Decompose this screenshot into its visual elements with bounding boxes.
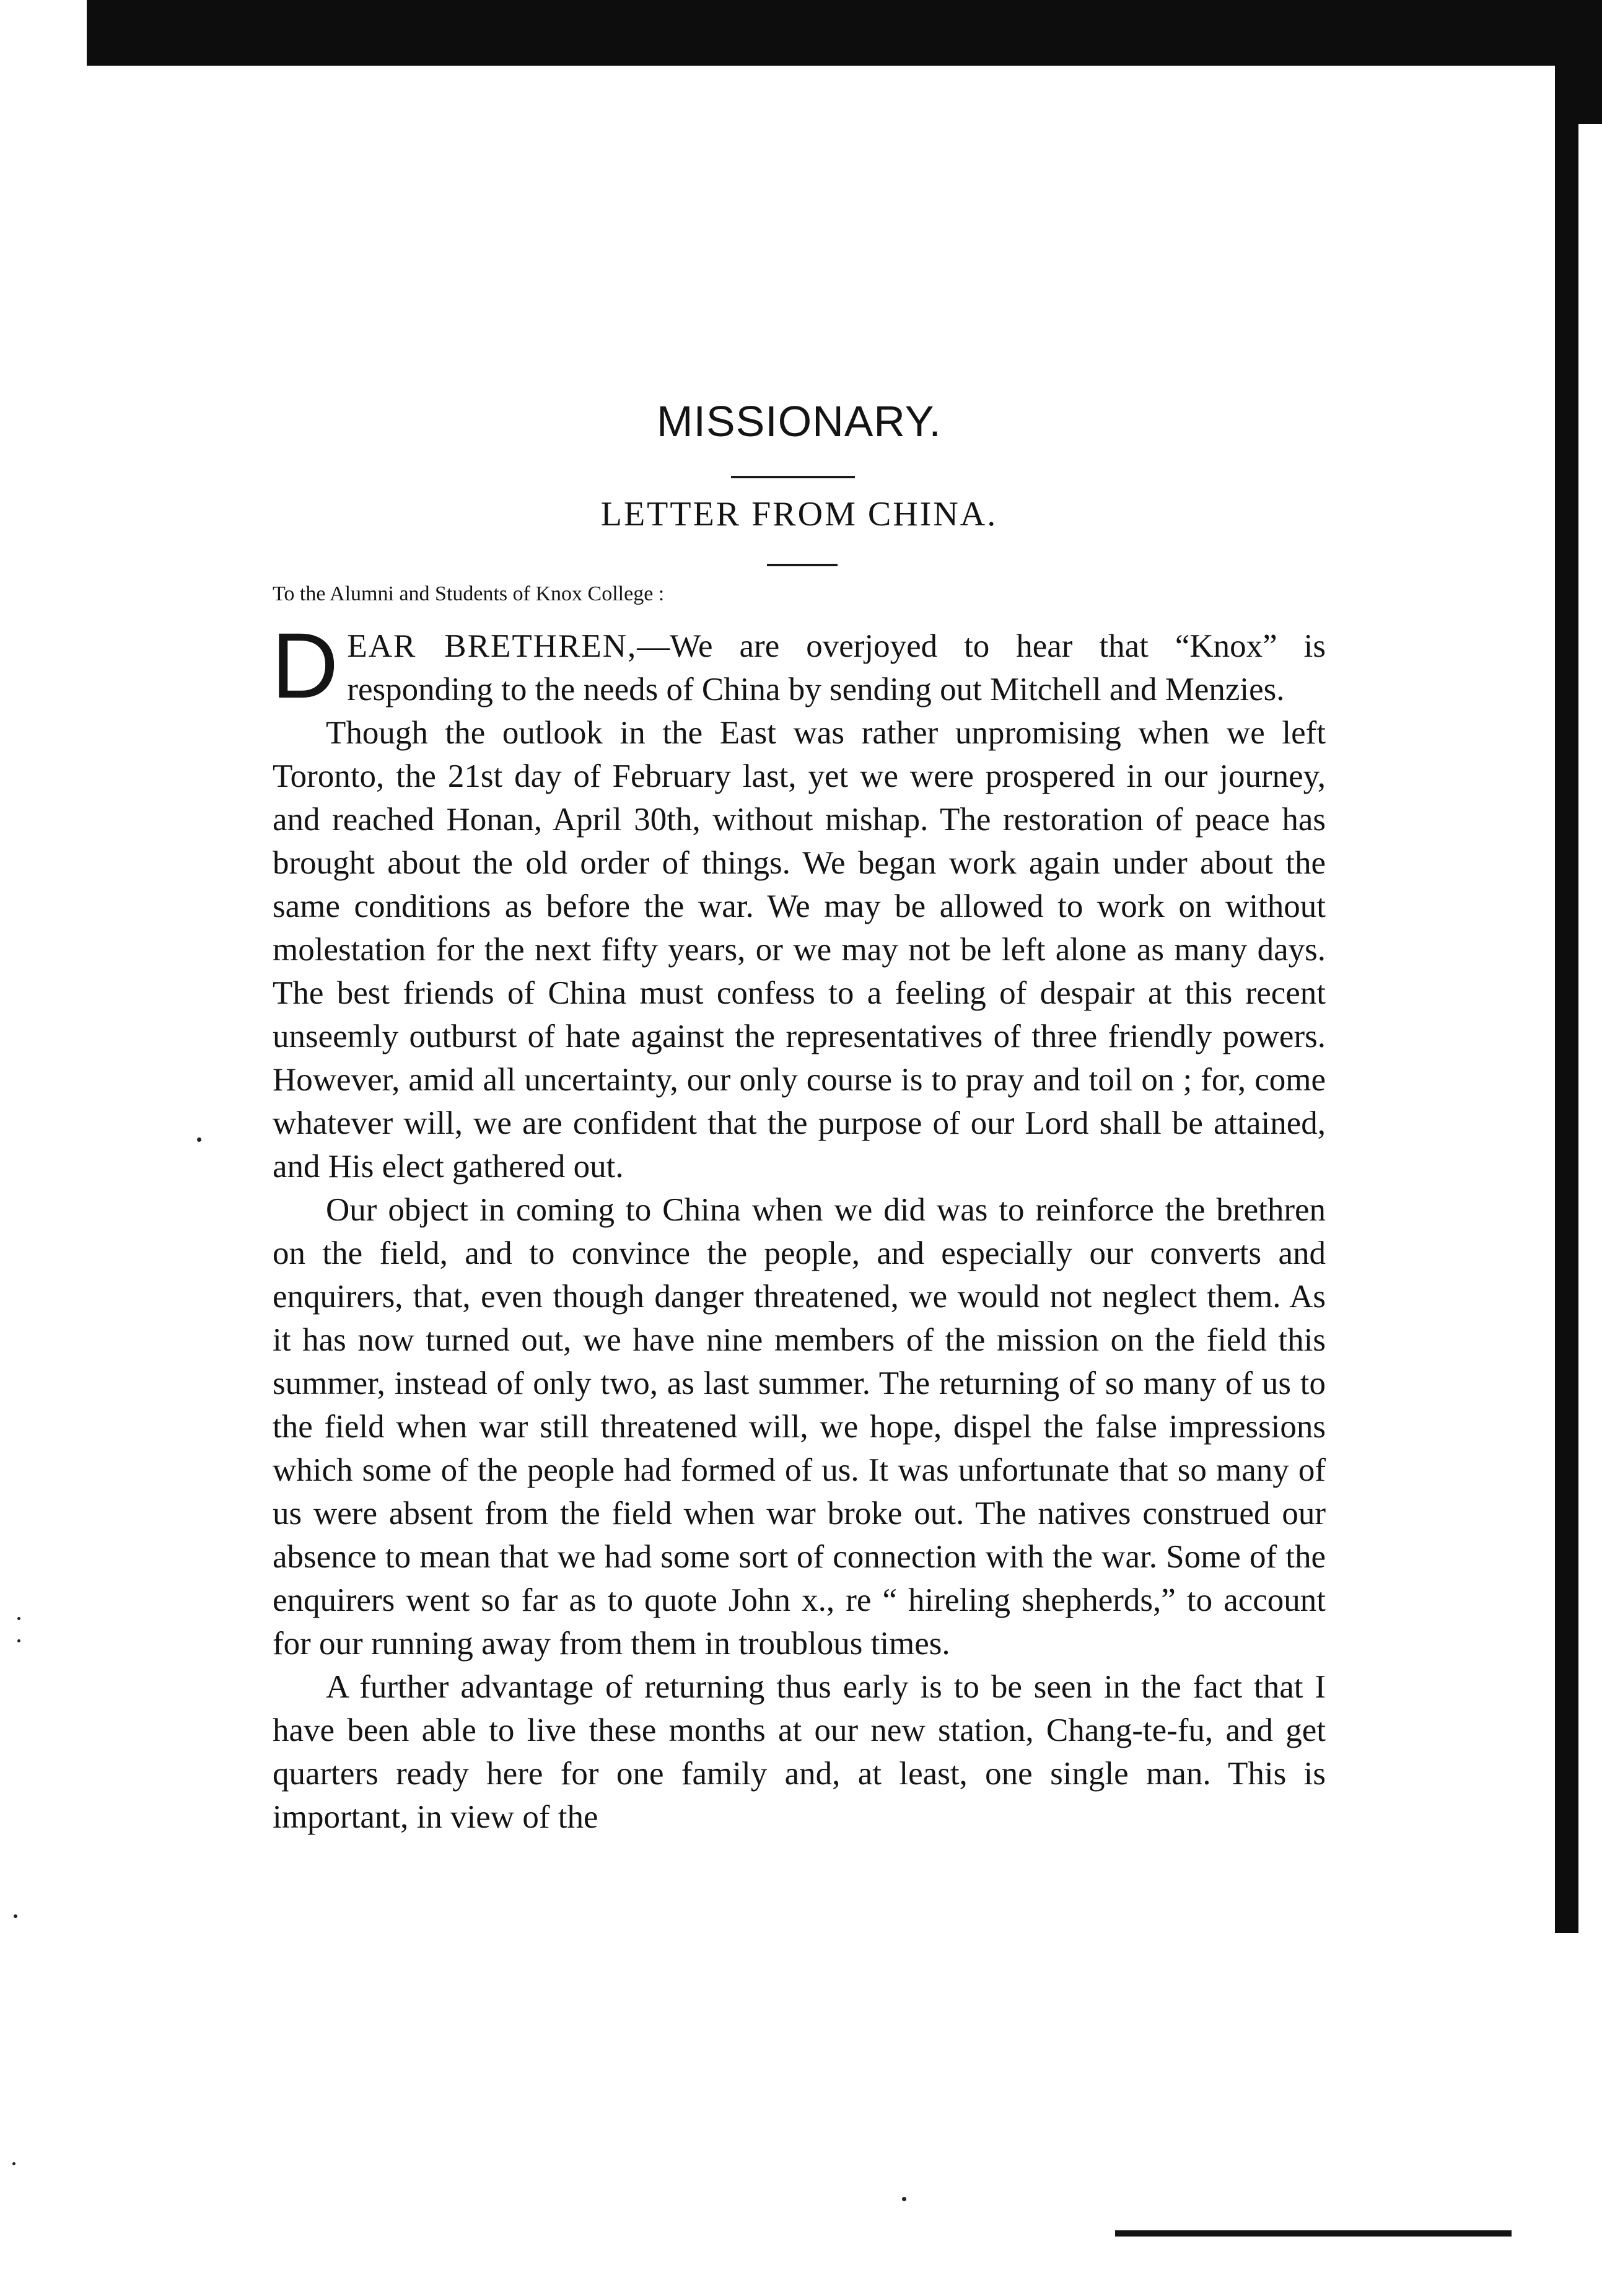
scan-speck: [17, 1639, 20, 1642]
scan-speck: [17, 1617, 20, 1620]
paragraph-text: —We are overjoyed to hear that “Knox” is responding to the needs of China by sending out Mitchell and Menzies.: [347, 628, 1326, 708]
address-line: To the Alumni and Students of Knox College :: [273, 582, 665, 605]
scan-border-top: [87, 0, 1602, 66]
letter-title: LETTER FROM CHINA.: [600, 495, 998, 533]
paragraph: Though the outlook in the East was rather unpromising when we left Toronto, the 21st day of February last, yet we were prospered in our journey, and reached Honan, April 30th, without mishap. The restoration of peace has brought about the old order of things. We began work again under about the same conditions as before the war. We may be allowed to work on without molestation for the next fifty years, or we may not be left alone as many days. The best friends of China must confess to a feeling of despair at this recent unseemly outburst of hate against the representatives of three friendly powers. However, amid all uncertainty, our only course is to pray and toil on ; for, come whatever will, we are confident that the purpose of our Lord shall be attained, and His elect gathered out.: [273, 715, 1326, 1185]
paragraph: Our object in coming to China when we did was to reinforce the brethren on the field, and to convince the people, and especially our converts and enquirers, that, even though danger threatened, we would not neglect them. As it has now turned out, we have nine members of the mission on the field this summer, instead of only two, as last summer. The returning of so many of us to the field when war still threatened will, we hope, dispel the false impressions which some of the people had formed of us. It was unfortunate that so many of us were absent from the field when war broke out. The natives construed our absence to mean that we had some sort of connection with the war. Some of the enquirers went so far as to quote John x., re “ hireling shepherds,” to account for our running away from them in troublous times.: [273, 1192, 1326, 1662]
scan-speck: [197, 1137, 201, 1142]
subtitle-rule: [767, 564, 838, 566]
paragraph: [271, 613, 1326, 717]
section-title: MISSIONARY.: [657, 397, 942, 445]
scan-speck: [14, 1914, 17, 1918]
scan-border-right: [1555, 56, 1578, 1933]
scan-rule-bottom-right: [1115, 2230, 1512, 2237]
scan-border-right-tip: [1578, 56, 1602, 124]
salutation: EAR BRETHREN,: [347, 628, 637, 664]
letter-body: [271, 613, 1326, 1839]
scan-speck: [12, 2162, 15, 2165]
drop-cap: D: [271, 613, 339, 717]
paragraph: A further advantage of returning thus early is to be seen in the fact that I have been able to live these months at our new station, Chang-te-fu, and get quarters ready here for one family and, at least, one single man. This is important, in view of the: [273, 1669, 1326, 1835]
title-rule: [731, 476, 855, 478]
scan-speck: [902, 2197, 906, 2201]
